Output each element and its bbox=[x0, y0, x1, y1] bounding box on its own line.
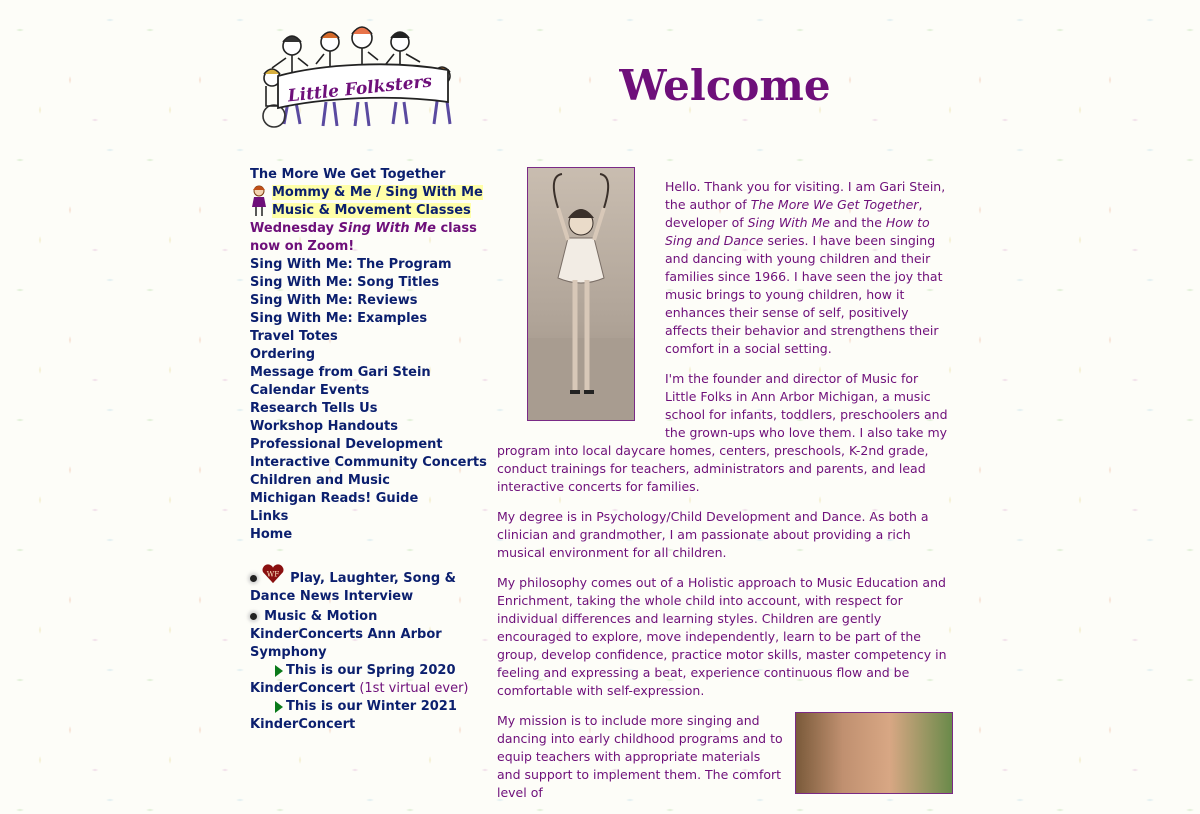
paragraph-philosophy: My philosophy comes out of a Holistic approach to Music Education and Enrichment, taking the whole child into account, with respect for individual differences and learning styles. Children are gently encouraged to explore, move independently, learn to be part of the group, develop confidence, practice motor skills, master competency in feeling and expressing a beat, experience continuous flow and be comfortable with self-expression. bbox=[497, 575, 947, 698]
little-folksters-logo[interactable] bbox=[252, 24, 466, 132]
zoom-post-text: class bbox=[435, 221, 477, 236]
intro-text-b: , developer of bbox=[665, 197, 923, 230]
intro-text-c: and the bbox=[829, 215, 886, 230]
nav-link-the-more-we-get-together[interactable]: The More We Get Together bbox=[250, 167, 446, 182]
logo-text: Little Folksters bbox=[286, 71, 433, 107]
sidebar-nav bbox=[250, 166, 487, 734]
intro-text-d: series. I have been singing and dancing with young children and their families since 1966. I have seen the joy that music brings to young children, how it enhances their sense of self, positively affects their behavior and strengthens their comfort in a social setting. bbox=[665, 233, 943, 356]
nav-link-message[interactable]: Message from Gari Stein bbox=[250, 365, 431, 380]
mommy-and-me-block bbox=[250, 184, 483, 220]
nav-link-workshop-handouts[interactable]: Workshop Handouts bbox=[250, 419, 398, 434]
nav-link-travel-totes[interactable]: Travel Totes bbox=[250, 329, 338, 344]
spring-note: (1st virtual ever) bbox=[355, 681, 469, 696]
nav-link-community-concerts[interactable]: Interactive Community Concerts bbox=[250, 455, 487, 470]
paragraph-founder: I'm the founder and director of Music for Little Folks in Ann Arbor Michigan, a music school for infants, toddlers, preschoolers and the grown-ups who love them. I also take my program into local daycare homes, centers, preschools, K-2nd grade, conduct trainings for teachers, administrators and parents, and lead interactive concerts for families. bbox=[497, 371, 948, 494]
nav-link-links[interactable]: Links bbox=[250, 509, 289, 524]
intro-text-a: Hello. Thank you for visiting. I am Gari Stein, the author of bbox=[665, 179, 946, 212]
photo-young-dancer bbox=[527, 167, 635, 421]
zoom-pre-text: Wednesday bbox=[250, 221, 339, 236]
link-winter-2021[interactable]: This is our Winter 2021 bbox=[286, 699, 457, 714]
nav-link-michigan-reads[interactable]: Michigan Reads! Guide bbox=[250, 491, 419, 506]
link-kinderconcerts[interactable]: KinderConcerts Ann Arbor bbox=[250, 627, 442, 642]
spring-2020-item-line2 bbox=[250, 680, 480, 698]
nav-link-calendar[interactable]: Calendar Events bbox=[250, 383, 370, 398]
dancer-figure bbox=[528, 168, 634, 420]
link-kinderconcerts-line2[interactable]: Symphony bbox=[250, 645, 327, 660]
link-winter-2021-kinderconcert[interactable]: KinderConcert bbox=[250, 717, 356, 732]
nav-link-home[interactable]: Home bbox=[250, 527, 293, 542]
zoom-announcement-line2: now on Zoom! bbox=[250, 239, 355, 254]
link-play-laughter-interview-line2[interactable]: Dance News Interview bbox=[250, 589, 414, 604]
nav-link-examples[interactable]: Sing With Me: Examples bbox=[250, 311, 428, 326]
nav-link-professional-development[interactable]: Professional Development bbox=[250, 437, 443, 452]
photo-teacher-and-child bbox=[795, 712, 953, 794]
zoom-announcement bbox=[250, 220, 480, 238]
sidebar-spacer bbox=[250, 544, 480, 564]
mommy-and-me-line1: Mommy & Me / Sing With Me bbox=[272, 185, 483, 200]
bullet-icon bbox=[250, 575, 257, 582]
play-arrow-icon bbox=[275, 701, 283, 713]
link-spring-2020-kinderconcert[interactable]: KinderConcert bbox=[250, 681, 356, 696]
girl-figure-icon bbox=[250, 185, 268, 217]
nav-link-reviews[interactable]: Sing With Me: Reviews bbox=[250, 293, 418, 308]
nav-link-song-titles[interactable]: Sing With Me: Song Titles bbox=[250, 275, 440, 290]
bullet-icon bbox=[250, 613, 257, 620]
zoom-class-name: Sing With Me bbox=[338, 221, 436, 236]
intro-book-title: The More We Get Together bbox=[750, 197, 919, 212]
nav-link-research[interactable]: Research Tells Us bbox=[250, 401, 378, 416]
nav-link-mommy-and-me[interactable] bbox=[272, 184, 483, 220]
play-arrow-icon bbox=[275, 665, 283, 677]
music-motion-item bbox=[250, 608, 480, 626]
wf-heart-icon bbox=[260, 564, 286, 584]
link-music-motion[interactable]: Music & Motion bbox=[264, 609, 378, 624]
mommy-and-me-line2: Music & Movement Classes bbox=[272, 203, 471, 218]
paragraph-mission: My mission is to include more singing and dancing into early childhood programs and to equip teachers with appropriate materials and support to implement them. The comfort level of bbox=[497, 713, 783, 800]
link-play-laughter-interview[interactable]: Play, Laughter, Song & bbox=[290, 571, 457, 586]
intro-program-title: Sing With Me bbox=[747, 215, 830, 230]
paragraph-degree: My degree is in Psychology/Child Development and Dance. As both a clinician and grandmother, I am passionate about providing a rich musical environment for all children. bbox=[497, 509, 929, 560]
wf-interview-item bbox=[250, 564, 480, 588]
intro-series-title: How to Sing and Dance bbox=[665, 215, 930, 248]
link-spring-2020[interactable]: This is our Spring 2020 bbox=[286, 663, 456, 678]
main-content bbox=[497, 178, 953, 814]
spring-2020-item bbox=[250, 662, 480, 680]
wf-badge-text: WF bbox=[266, 569, 280, 579]
nav-link-children-and-music[interactable]: Children and Music bbox=[250, 473, 390, 488]
nav-link-ordering[interactable]: Ordering bbox=[250, 347, 316, 362]
winter-2021-item bbox=[250, 698, 480, 716]
welcome-title: Welcome bbox=[619, 61, 831, 110]
nav-link-program[interactable]: Sing With Me: The Program bbox=[250, 257, 452, 272]
